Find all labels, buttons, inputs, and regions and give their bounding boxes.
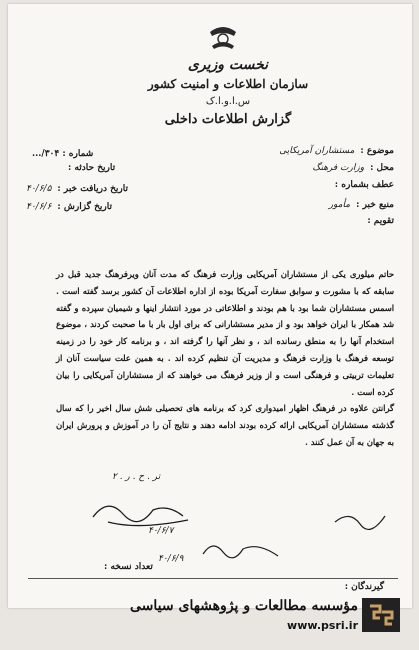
meta-subject-label: موضوع :: [360, 146, 394, 156]
institute-watermark-url[interactable]: www.psri.ir: [287, 619, 358, 632]
meta-location-label: محل :: [370, 163, 394, 173]
meta-receive-date-label: تاریخ دریافت خبر :: [57, 184, 129, 194]
meta-receive-date-value: ۴۰/۶/۵: [26, 184, 52, 194]
footer-recipients-label: گیرندگان :: [344, 582, 384, 592]
footer-copies-label: تعداد نسخه :: [104, 562, 153, 572]
meta-source-label: منبع خبر :: [356, 200, 394, 210]
meta-location: [312, 163, 394, 173]
meta-number: [32, 149, 93, 159]
margin-handwriting-icon: [330, 502, 390, 536]
meta-event-date: [68, 163, 115, 173]
meta-report-date-label: تاریخ گزارش :: [57, 202, 112, 212]
report-paragraph-2: گرانتن علاوه در فرهنگ اظهار امیدواری کرد که برنامه های تحصیلی شش سال اخیر را که سال گذشته مستشاران آمریکایی ارائه کرده بودند ادامه دهند و نتایج آن را در آموزش و پرورش ایران به جهان به آن عمل کنند .: [56, 403, 394, 447]
meta-event-date-label: تاریخ حادثه :: [68, 163, 116, 173]
meta-subject: [279, 146, 394, 156]
meta-source: [329, 200, 394, 210]
meta-location-value: وزارت فرهنگ: [312, 163, 365, 173]
signature-date-bottom: ۴۰/۶/۹: [158, 554, 184, 564]
doc-header-title: نخست وزیری: [187, 57, 269, 73]
institute-logo-icon: [362, 598, 400, 632]
signature-date-middle: ۴۰/۶/۷: [148, 526, 174, 536]
meta-subject-value: مستشاران آمریکایی: [279, 146, 355, 156]
doc-header-code: س.ا.و.ا.ک: [205, 96, 251, 107]
meta-evaluation: [367, 216, 394, 226]
meta-number-label: شماره : ۳۰۴/...: [32, 149, 94, 159]
report-body: [56, 266, 394, 451]
document-sheet: [8, 4, 412, 608]
report-paragraph-1: حاتم میلوری یکی از مستشاران آمریکایی وزارت فرهنگ که مدت آنان ویرفرهنگ جدید قبل در سابقه که با مشورت و سوابق سفارت آمریکا بوده از اداره اطلاعات آن کشور برسد گفته است . اسمس مستشاران شما بود با هم بودند و اطلاعاتی در مورد انتشار اینها و شیمیان سپرده و گفته شد همکار با ایران خواهد بود و از مدیر مستشارانی که برای اول بار با ما صحبت کردند ، موضوع استخدام آنها را به منطق رسانده اند ، و نظر آنها را گرفته اند ، و برنامه کار خود را در زمینه توسعه فرهنگ با وزارت فرهنگ و مدیریت آن تنظیم کرده اند . به همین علت سیاست آنان از تعلیمات تربیتی و فرهنگی است و از وزیر فرهنگ می خواهند که از مستشاران آمریکایی را بیان کرده است .: [56, 269, 394, 397]
meta-reference-label: عطف بشماره :: [334, 180, 394, 190]
meta-source-value: مأمور: [328, 200, 351, 210]
handwritten-signature-icon: [88, 492, 198, 532]
doc-report-type: گزارش اطلاعات داخلی: [164, 112, 292, 127]
meta-reference: [335, 180, 394, 190]
meta-evaluation-label: تقویم :: [367, 216, 394, 226]
handwritten-initials-icon: [198, 534, 288, 564]
doc-header-organization: سازمان اطلاعات و امنیت کشور: [147, 77, 309, 91]
meta-report-date: [26, 202, 112, 212]
lion-and-sun-emblem-icon: [206, 24, 240, 52]
meta-report-date-value: ۴۰/۶/۶: [26, 202, 52, 212]
signature-block-top: تر . ح . ر . ۲: [112, 472, 161, 482]
footer-divider: [28, 578, 398, 579]
institute-watermark-name: مؤسسه مطالعات و پژوهشهای سیاسی: [130, 598, 358, 614]
meta-receive-date: [26, 184, 128, 194]
